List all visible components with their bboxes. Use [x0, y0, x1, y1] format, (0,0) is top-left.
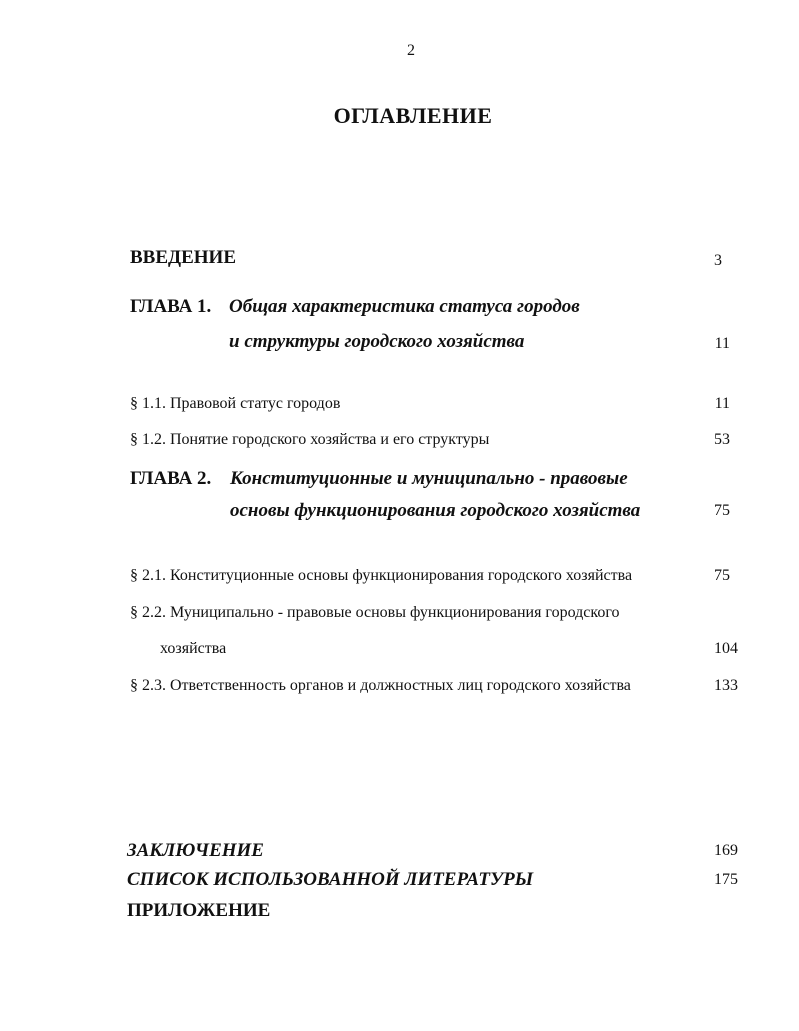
section-2-1-page: 75 [714, 567, 730, 584]
section-1-1-page: 11 [714, 395, 730, 412]
toc-intro-label: ВВЕДЕНИЕ [130, 247, 236, 268]
section-2-2-page: 104 [714, 640, 738, 657]
chapter-2-label: ГЛАВА 2. [130, 468, 212, 489]
toc-conclusion-page: 169 [714, 842, 738, 859]
toc-appendix-label: ПРИЛОЖЕНИЕ [127, 900, 271, 921]
section-2-2: § 2.2. Муниципально - правовые основы функционирования городского [130, 604, 620, 621]
toc-intro-page: 3 [714, 252, 722, 269]
toc-title: ОГЛАВЛЕНИЕ [333, 103, 493, 128]
section-2-3-page: 133 [714, 677, 738, 694]
chapter-2-page: 75 [714, 502, 730, 519]
toc-conclusion-label: ЗАКЛЮЧЕНИЕ [127, 840, 264, 861]
chapter-1-title-line2: и структуры городского хозяйства [229, 331, 525, 352]
chapter-1-title-line1: Общая характеристика статуса городов [229, 296, 580, 317]
chapter-2-title-line2: основы функционирования городского хозяйства [230, 500, 641, 521]
section-1-2: § 1.2. Понятие городского хозяйства и его структуры [130, 431, 490, 448]
toc-references-label: СПИСОК ИСПОЛЬЗОВАННОЙ ЛИТЕРАТУРЫ [127, 869, 534, 890]
section-1-2-page: 53 [714, 431, 730, 448]
section-2-3: § 2.3. Ответственность органов и должностных лиц городского хозяйства [130, 677, 631, 694]
page-number: 2 [407, 42, 415, 59]
chapter-1-page: 11 [714, 335, 730, 352]
section-2-2-continuation: хозяйства [160, 640, 227, 657]
toc-references-page: 175 [714, 871, 738, 888]
chapter-1-label: ГЛАВА 1. [130, 296, 212, 317]
section-2-1: § 2.1. Конституционные основы функционирования городского хозяйства [130, 567, 633, 584]
section-1-1: § 1.1. Правовой статус городов [130, 395, 341, 412]
chapter-2-title-line1: Конституционные и муниципально - правовые [230, 468, 628, 489]
